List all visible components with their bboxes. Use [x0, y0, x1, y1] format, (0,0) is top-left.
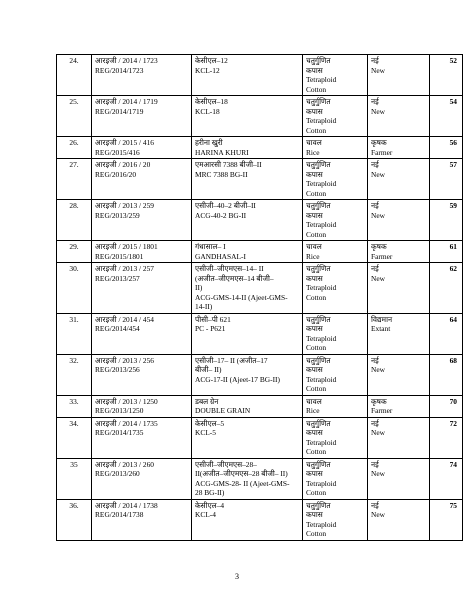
variety-name-line: हरीना खुरी: [195, 138, 223, 147]
crop-line: कपास: [306, 428, 323, 437]
category-line: नई: [371, 418, 379, 428]
registration-number: REG/2014/1738: [95, 510, 144, 519]
table-row: [57, 354, 463, 395]
crop-line: Tetraploid: [306, 116, 337, 125]
crop-line: चतुर्गुणित: [306, 314, 331, 324]
registration-number-hindi: आरइजी / 2014 / 1735: [95, 418, 158, 428]
variety-name-cell: [192, 354, 303, 395]
table-row: [57, 263, 463, 314]
variety-name-line: KCL-12: [195, 65, 220, 75]
serial-number: 31.: [69, 314, 79, 324]
crop-line: चतुर्गुणित: [306, 459, 331, 469]
category-line: नई: [371, 97, 379, 106]
crop-line: चावल: [306, 396, 322, 406]
variety-name-line: केसीएल–18: [195, 97, 228, 106]
serial-number-cell: [57, 96, 92, 137]
registration-number-hindi: आरइजी / 2013 / 1250: [95, 396, 158, 406]
category-cell: [368, 241, 430, 263]
crop-line: Rice: [306, 251, 320, 261]
crop-line: चावल: [306, 138, 322, 147]
registration-cell: [92, 159, 192, 200]
page-ref-cell: [430, 354, 463, 395]
page-ref-cell: [430, 499, 463, 540]
category-line: New: [371, 65, 385, 75]
variety-name-line: बीजी– II): [195, 365, 222, 374]
crop-cell: [303, 137, 368, 159]
page-ref-cell: [430, 313, 463, 354]
crop-line: Tetraploid: [306, 333, 337, 343]
crop-line: चतुर्गुणित: [306, 355, 331, 365]
serial-number: 26.: [69, 138, 79, 147]
variety-name-cell: [192, 395, 303, 417]
page-ref-cell: [430, 263, 463, 314]
variety-name-line: ACG-17-II (Ajeet-17 BG-II): [195, 374, 280, 384]
variety-name-cell: [192, 137, 303, 159]
crop-line: कपास: [306, 469, 323, 478]
serial-number-cell: [57, 313, 92, 354]
registration-number-hindi: आरइजी / 2013 / 260: [95, 459, 154, 469]
registration-number-hindi: आरइजी / 2014 / 1719: [95, 97, 158, 106]
crop-line: Tetraploid: [306, 519, 337, 529]
table-row: [57, 159, 463, 200]
page-ref-cell: [430, 137, 463, 159]
variety-name-cell: [192, 313, 303, 354]
variety-name-line: केसीएल–5: [195, 418, 225, 428]
registration-cell: [92, 137, 192, 159]
page-reference: 62: [449, 264, 457, 273]
registration-cell: [92, 354, 192, 395]
variety-name-cell: [192, 458, 303, 499]
serial-number: 27.: [69, 160, 79, 169]
crop-line: चावल: [306, 242, 322, 251]
variety-name-line: केसीएल–4: [195, 500, 225, 510]
page-reference: 64: [449, 314, 457, 324]
category-line: New: [371, 273, 385, 283]
category-line: कृषक: [371, 242, 387, 251]
table-row: [57, 499, 463, 540]
registration-cell: [92, 241, 192, 263]
crop-line: चतुर्गुणित: [306, 97, 331, 106]
serial-number-cell: [57, 458, 92, 499]
registration-number-hindi: आरइजी / 2014 / 1738: [95, 500, 158, 510]
variety-name-line: KCL-5: [195, 428, 216, 437]
crop-line: कपास: [306, 365, 323, 374]
serial-number-cell: [57, 354, 92, 395]
serial-number-cell: [57, 137, 92, 159]
registration-cell: [92, 313, 192, 354]
table-row: [57, 313, 463, 354]
category-line: विद्यमान: [371, 314, 393, 324]
variety-name-line: एसीजी–40–2 बीजी–II: [195, 201, 256, 210]
crop-line: Tetraploid: [306, 283, 337, 292]
category-cell: [368, 263, 430, 314]
variety-name-line: MRC 7388 BG-II: [195, 169, 248, 179]
crop-line: कपास: [306, 510, 323, 519]
serial-number: 34.: [69, 418, 79, 428]
category-line: New: [371, 428, 385, 437]
varieties-table: [56, 54, 463, 541]
variety-name-line: ACG-GMS-28- II (Ajeet-GMS-: [195, 478, 290, 488]
page-reference: 74: [449, 459, 457, 469]
category-line: नई: [371, 160, 379, 169]
category-line: New: [371, 210, 385, 220]
category-line: नई: [371, 355, 379, 365]
page-reference: 75: [449, 500, 457, 510]
serial-number: 25.: [69, 97, 79, 106]
crop-line: Rice: [306, 147, 320, 157]
crop-cell: [303, 96, 368, 137]
crop-line: कपास: [306, 324, 323, 333]
crop-cell: [303, 458, 368, 499]
crop-line: Cotton: [306, 229, 327, 239]
crop-line: Cotton: [306, 343, 327, 352]
category-cell: [368, 395, 430, 417]
crop-line: Cotton: [306, 447, 327, 456]
registration-number-hindi: आरइजी / 2013 / 257: [95, 264, 154, 273]
serial-number-cell: [57, 241, 92, 263]
serial-number-cell: [57, 159, 92, 200]
page-ref-cell: [430, 55, 463, 96]
serial-number: 36.: [69, 500, 79, 510]
registration-number-hindi: आरइजी / 2013 / 256: [95, 355, 154, 365]
variety-name-cell: [192, 200, 303, 241]
serial-number: 29.: [69, 242, 79, 251]
serial-number-cell: [57, 395, 92, 417]
registration-number-hindi: आरइजी / 2016 / 20: [95, 160, 151, 169]
serial-number-cell: [57, 417, 92, 458]
category-line: Farmer: [371, 251, 393, 261]
registration-number: REG/2014/1735: [95, 428, 144, 437]
crop-line: कपास: [306, 169, 323, 179]
table-row: [57, 200, 463, 241]
page-ref-cell: [430, 395, 463, 417]
variety-name-line: II(अजीत–जीएमएस–28 बीजी– II): [195, 469, 288, 478]
serial-number: 33.: [69, 396, 79, 406]
category-line: New: [371, 169, 385, 179]
category-cell: [368, 499, 430, 540]
registration-number-hindi: आरइजी / 2014 / 454: [95, 314, 154, 324]
crop-line: Cotton: [306, 384, 327, 393]
page-reference: 61: [449, 242, 457, 251]
category-line: Farmer: [371, 406, 393, 415]
registration-number: REG/2013/259: [95, 210, 140, 220]
variety-name-line: 28 BG-II): [195, 488, 225, 497]
page-reference: 57: [449, 160, 457, 169]
crop-line: Tetraploid: [306, 478, 337, 488]
crop-line: कपास: [306, 210, 323, 220]
serial-number: 24.: [69, 56, 79, 65]
category-cell: [368, 159, 430, 200]
category-line: New: [371, 106, 385, 116]
registration-cell: [92, 499, 192, 540]
serial-number: 30.: [69, 264, 79, 273]
variety-name-line: KCL-4: [195, 510, 216, 519]
registration-number: REG/2014/454: [95, 324, 140, 333]
variety-name-cell: [192, 263, 303, 314]
category-line: नई: [371, 56, 379, 65]
category-line: New: [371, 469, 385, 478]
variety-name-line: पीसी–पी 621: [195, 314, 231, 324]
page-reference: 59: [449, 201, 457, 210]
registration-number: REG/2013/257: [95, 273, 140, 283]
category-line: कृषक: [371, 396, 387, 406]
crop-line: Tetraploid: [306, 220, 337, 229]
variety-name-cell: [192, 499, 303, 540]
registration-number: REG/2015/416: [95, 147, 140, 157]
registration-number-hindi: आरइजी / 2013 / 259: [95, 201, 154, 210]
crop-line: Cotton: [306, 188, 327, 198]
variety-name-cell: [192, 241, 303, 263]
category-line: नई: [371, 500, 379, 510]
registration-number: REG/2013/1250: [95, 406, 144, 415]
serial-number-cell: [57, 499, 92, 540]
page-ref-cell: [430, 159, 463, 200]
variety-name-cell: [192, 159, 303, 200]
page-reference: 56: [449, 138, 457, 147]
crop-cell: [303, 395, 368, 417]
crop-line: Cotton: [306, 125, 327, 135]
table-row: [57, 395, 463, 417]
variety-name-line: एमआरसी 7388 बीजी–II: [195, 160, 262, 169]
serial-number: 32.: [69, 355, 79, 365]
registration-number-hindi: आरइजी / 2015 / 416: [95, 138, 154, 147]
variety-name-line: PC - P621: [195, 324, 226, 333]
category-cell: [368, 313, 430, 354]
variety-name-line: केसीएल–12: [195, 56, 228, 65]
serial-number: 28.: [69, 201, 79, 210]
crop-line: Cotton: [306, 529, 327, 538]
variety-name-line: गंधासाल– I: [195, 242, 226, 251]
variety-name-line: II): [195, 283, 203, 292]
registration-cell: [92, 200, 192, 241]
category-cell: [368, 55, 430, 96]
variety-name-line: 14-II): [195, 302, 213, 311]
table-row: [57, 417, 463, 458]
table-row: [57, 137, 463, 159]
page-reference: 68: [449, 355, 457, 365]
table-row: [57, 458, 463, 499]
registration-number-hindi: आरइजी / 2015 / 1801: [95, 242, 158, 251]
category-cell: [368, 354, 430, 395]
page-ref-cell: [430, 417, 463, 458]
category-line: New: [371, 510, 385, 519]
serial-number-cell: [57, 263, 92, 314]
crop-line: Cotton: [306, 292, 327, 302]
page-reference: 54: [449, 97, 457, 106]
registration-cell: [92, 417, 192, 458]
crop-cell: [303, 417, 368, 458]
variety-name-cell: [192, 55, 303, 96]
variety-name-cell: [192, 96, 303, 137]
variety-name-line: एसीजी–जीएमएस–28–: [195, 459, 257, 469]
page-ref-cell: [430, 96, 463, 137]
crop-line: Tetraploid: [306, 437, 337, 447]
registration-cell: [92, 263, 192, 314]
registration-cell: [92, 96, 192, 137]
crop-line: Cotton: [306, 84, 327, 94]
crop-line: Rice: [306, 406, 320, 415]
crop-line: कपास: [306, 65, 323, 75]
category-cell: [368, 458, 430, 499]
category-line: New: [371, 365, 385, 374]
variety-name-line: HARINA KHURI: [195, 147, 249, 157]
category-cell: [368, 96, 430, 137]
variety-name-line: एसीजी–17– II (अजीत–17: [195, 355, 268, 365]
crop-cell: [303, 313, 368, 354]
crop-line: चतुर्गुणित: [306, 500, 331, 510]
category-line: Farmer: [371, 147, 393, 157]
serial-number-cell: [57, 200, 92, 241]
variety-name-line: GANDHASAL-I: [195, 251, 246, 261]
crop-line: Cotton: [306, 488, 327, 497]
variety-name-line: DOUBLE GRAIN: [195, 406, 251, 415]
category-line: Extant: [371, 324, 391, 333]
variety-name-line: ACG-GMS-14-II (Ajeet-GMS-: [195, 292, 288, 302]
variety-name-cell: [192, 417, 303, 458]
crop-line: चतुर्गुणित: [306, 160, 331, 169]
crop-line: चतुर्गुणित: [306, 418, 331, 428]
registration-number-hindi: आरइजी / 2014 / 1723: [95, 56, 158, 65]
crop-cell: [303, 263, 368, 314]
crop-line: कपास: [306, 273, 323, 283]
table-row: [57, 241, 463, 263]
serial-number: 35: [70, 459, 78, 469]
serial-number-cell: [57, 55, 92, 96]
page-ref-cell: [430, 241, 463, 263]
crop-line: कपास: [306, 106, 323, 116]
registration-number: REG/2013/260: [95, 469, 140, 478]
page-ref-cell: [430, 458, 463, 499]
variety-name-line: डबल ग्रेन: [195, 396, 219, 406]
variety-name-line: KCL-18: [195, 106, 220, 116]
crop-line: Tetraploid: [306, 374, 337, 384]
table-body: [57, 55, 463, 541]
category-cell: [368, 137, 430, 159]
crop-cell: [303, 354, 368, 395]
crop-cell: [303, 159, 368, 200]
category-line: नई: [371, 459, 379, 469]
variety-name-line: ACG-40-2 BG-II: [195, 210, 247, 220]
page-number: 3: [235, 572, 239, 581]
table-row: [57, 55, 463, 96]
page-reference: 70: [449, 396, 457, 406]
variety-name-line: (अजीत–जीएमएस–14 बीजी–: [195, 273, 274, 283]
crop-line: चतुर्गुणित: [306, 56, 331, 65]
crop-cell: [303, 241, 368, 263]
page-ref-cell: [430, 200, 463, 241]
variety-name-line: एसीजी–जीएमएस–14– II: [195, 264, 264, 273]
crop-line: चतुर्गुणित: [306, 264, 331, 273]
crop-line: Tetraploid: [306, 75, 337, 84]
crop-cell: [303, 499, 368, 540]
category-cell: [368, 200, 430, 241]
registration-number: REG/2015/1801: [95, 251, 144, 261]
crop-line: चतुर्गुणित: [306, 201, 331, 210]
crop-line: Tetraploid: [306, 179, 337, 188]
registration-cell: [92, 55, 192, 96]
table-row: [57, 96, 463, 137]
category-line: नई: [371, 264, 379, 273]
registration-cell: [92, 458, 192, 499]
crop-cell: [303, 55, 368, 96]
registration-number: REG/2013/256: [95, 365, 140, 374]
registration-number: REG/2014/1723: [95, 65, 144, 75]
category-line: कृषक: [371, 138, 387, 147]
crop-cell: [303, 200, 368, 241]
page-reference: 72: [449, 418, 457, 428]
registration-number: REG/2014/1719: [95, 106, 144, 116]
registration-cell: [92, 395, 192, 417]
registration-number: REG/2016/20: [95, 169, 137, 179]
page-reference: 52: [449, 56, 457, 65]
category-cell: [368, 417, 430, 458]
category-line: नई: [371, 201, 379, 210]
